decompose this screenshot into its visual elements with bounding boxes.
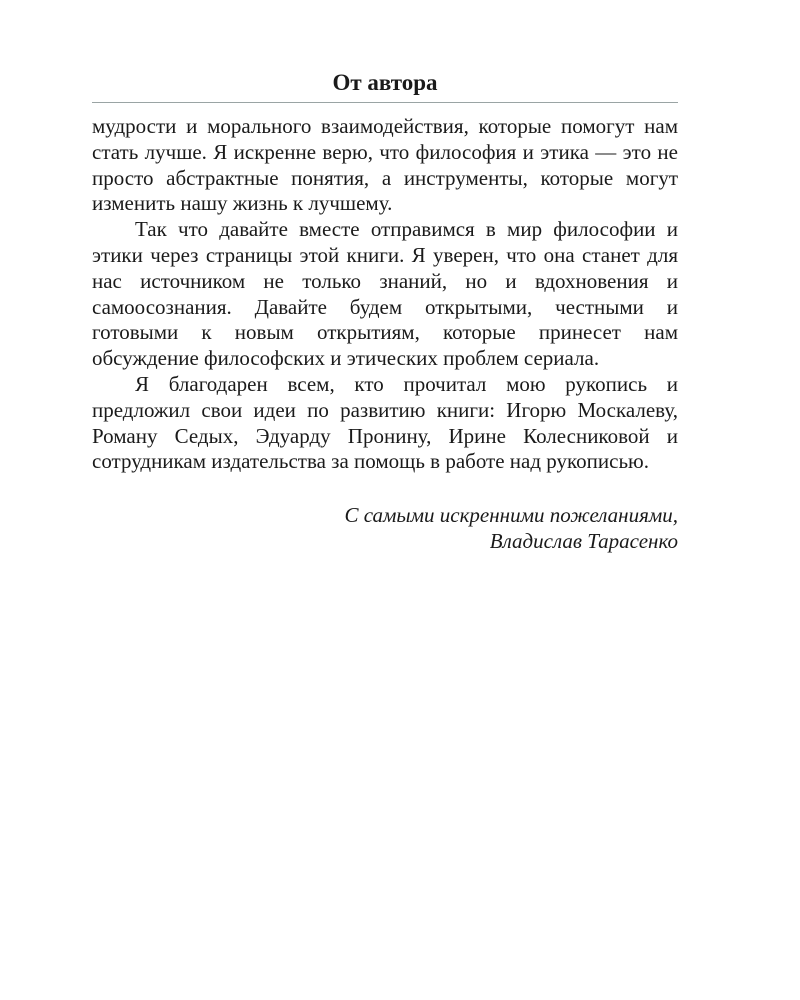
paragraph: Так что давайте вместе отправимся в мир философии и этики через страницы этой книги. Я уверен, что она станет для нас источником не только знаний, но и вдохновения и самоосознания. Давайте будем открытыми, честными и готовыми к новым открытиям, которые принесет нам обсуждение философских и этических проблем сериала. bbox=[92, 217, 678, 371]
signature-author: Владислав Тарасенко bbox=[489, 528, 678, 553]
paragraph-continued: мудрости и морального взаимодействия, которые помогут нам стать лучше. Я искренне верю, что философия и этика — это не просто абстрактные понятия, а инструменты, которые могут изменить нашу жизнь к лучшему. bbox=[92, 114, 678, 216]
signature-closing: С самыми искренними пожеланиями, bbox=[344, 503, 678, 528]
body-text bbox=[92, 114, 678, 475]
signature-block bbox=[92, 503, 678, 555]
running-header: От автора bbox=[92, 68, 678, 103]
paragraph-acknowledgements: Я благодарен всем, кто прочитал мою рукопись и предложил свои идеи по развитию книги: Игорю Москалеву, Роману Седых, Эдуарду Пронину, Ирине Колесниковой и сотрудникам издательства за помощь в работе над рукописью. bbox=[92, 371, 678, 474]
book-page bbox=[92, 68, 678, 555]
